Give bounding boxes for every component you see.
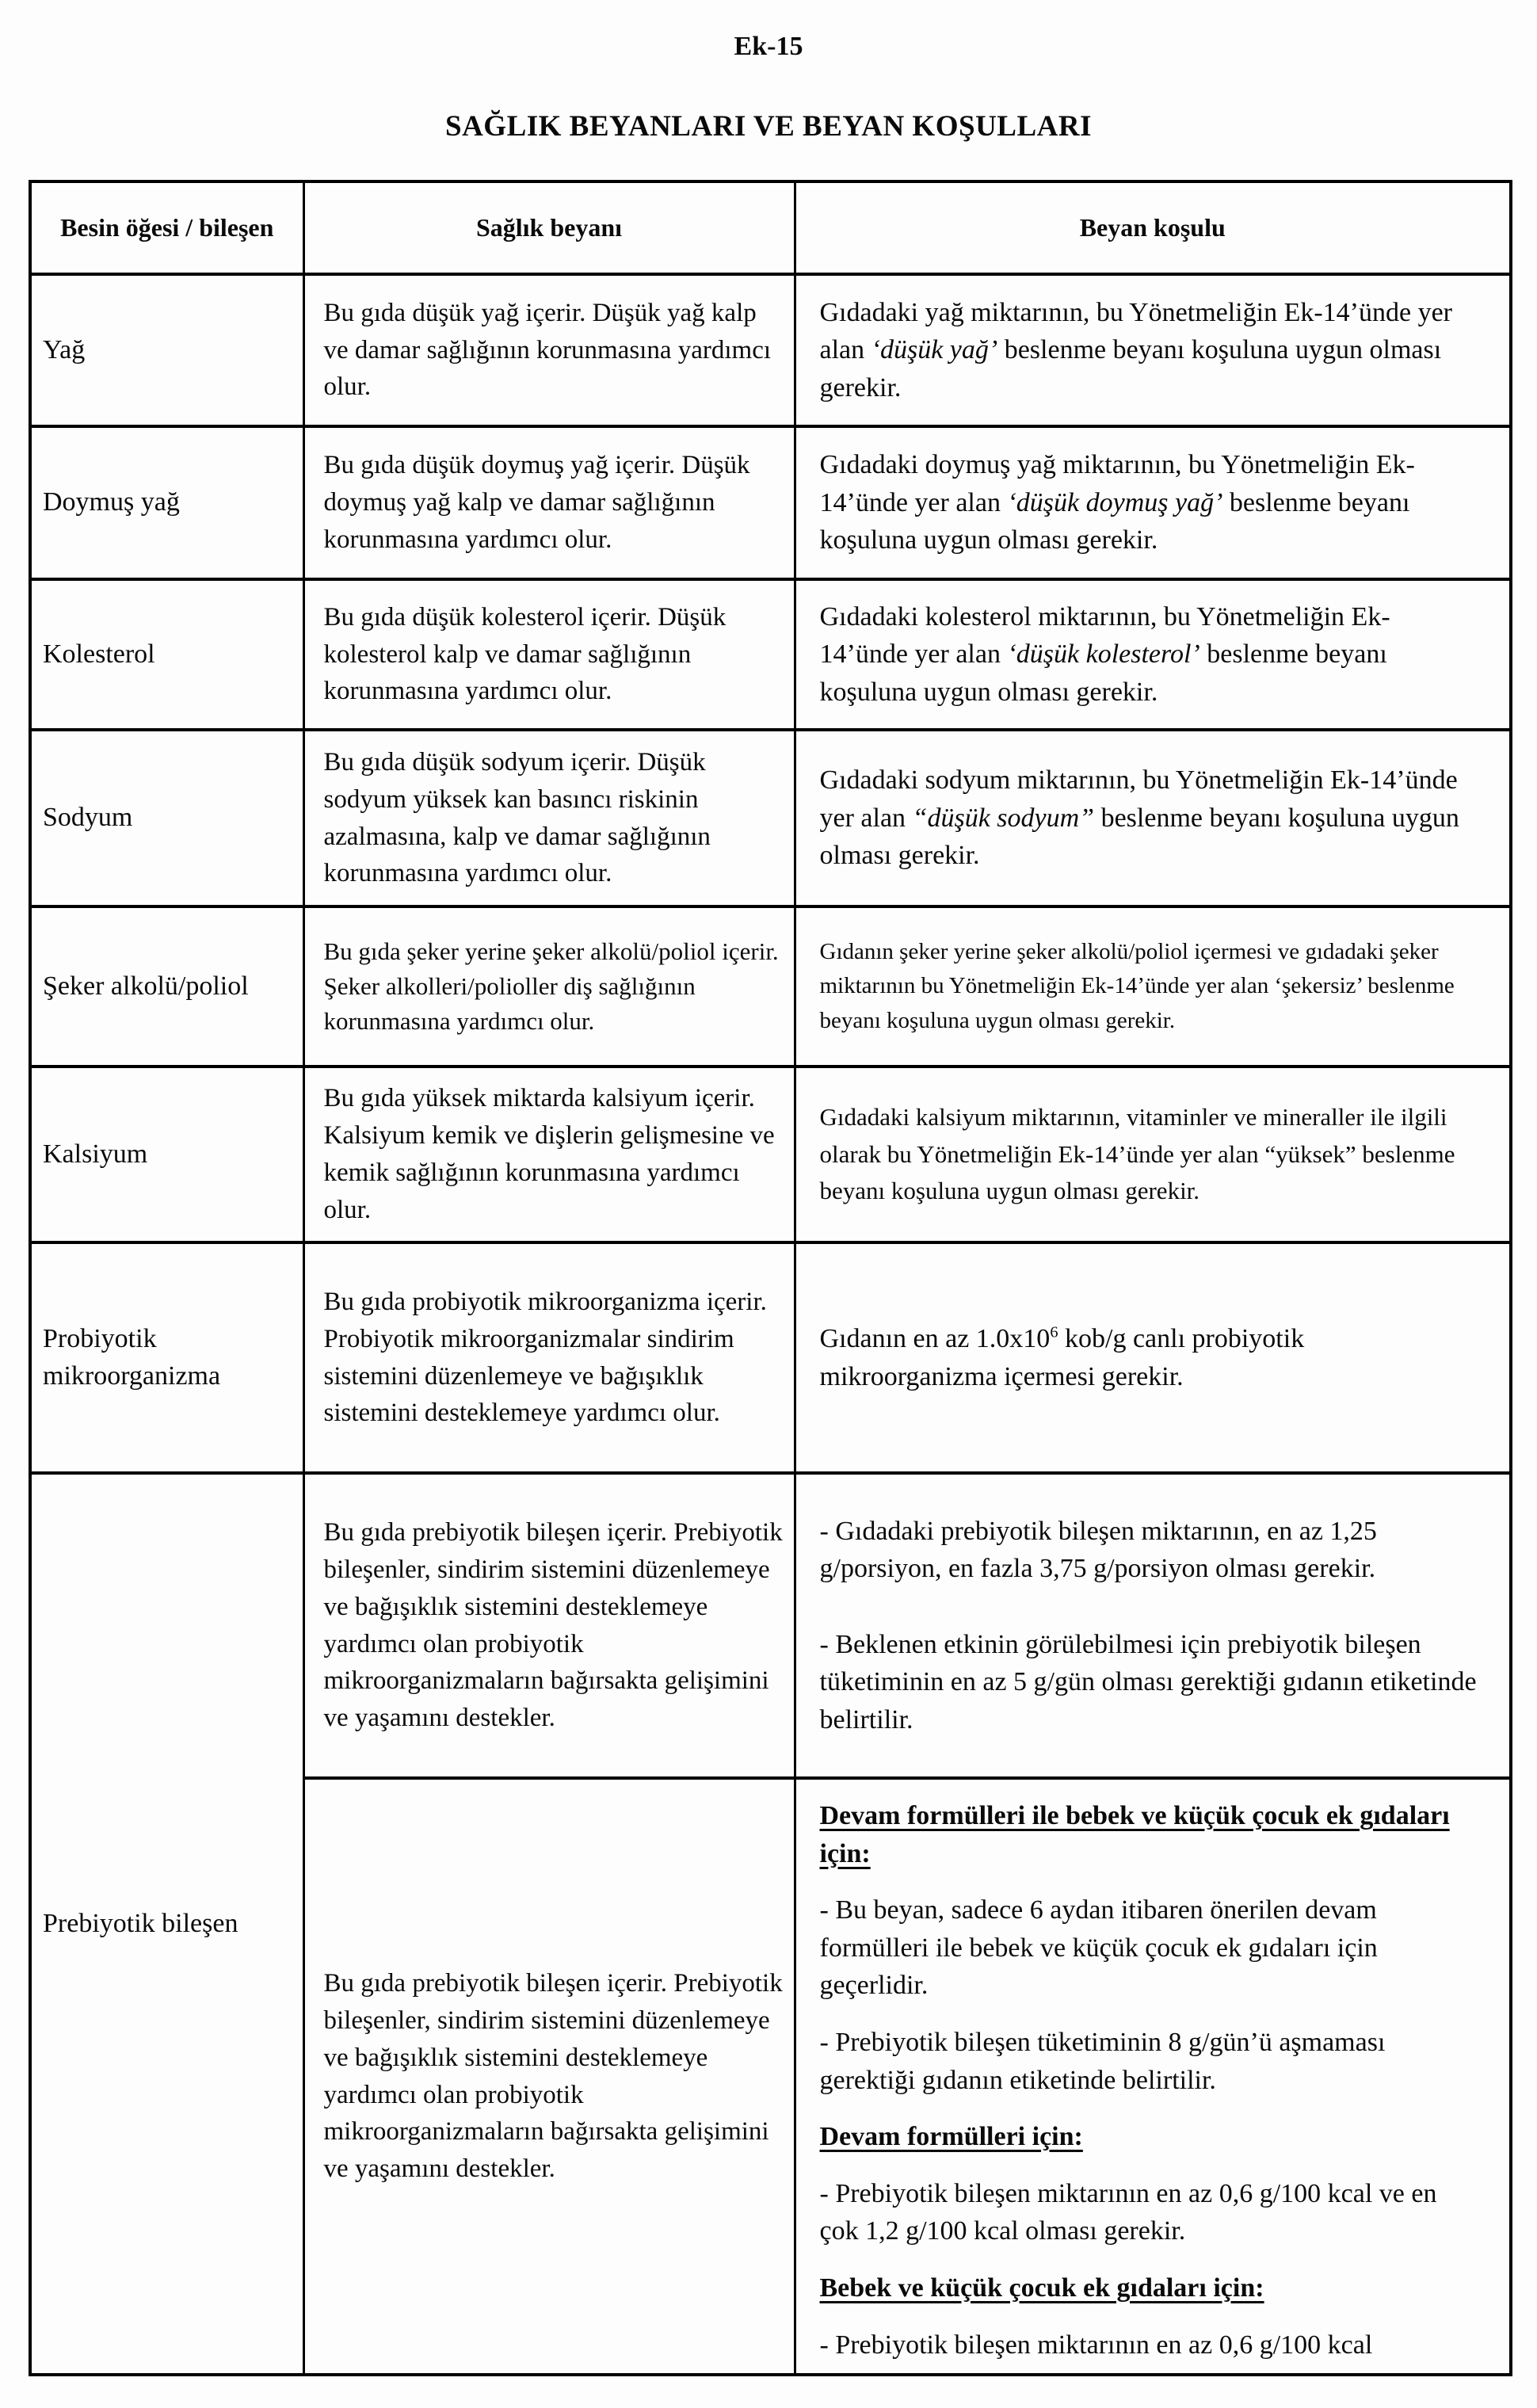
claim-text: Bu gıda düşük sodyum içerir. Düşük sodyum yüksek kan basıncı riskinin azalmasına, kalp ve damar sağlığının korunmasına yardımcı olur.	[323, 747, 711, 888]
column-header-nutrient: Besin öğesi / bileşen	[30, 181, 303, 274]
table-header-row	[30, 181, 1511, 274]
claim-condition-cell	[795, 1067, 1511, 1242]
health-claim-cell	[303, 426, 795, 579]
row-kolesterol	[30, 579, 1511, 730]
condition-text: Gıdadaki yağ miktarının, bu Yönetmeliğin Ek-14’ünde yer alan ‘düşük yağ’ beslenme beyanı koşuluna uygun olması gerekir.	[819, 297, 1452, 403]
nutrient-cell: Prebiyotik bileşen	[30, 1473, 303, 2375]
claim-text: Bu gıda prebiyotik bileşen içerir. Prebiyotik bileşenler, sindirim sistemini düzenlemeye ve bağışıklık sistemini desteklemeye yardımcı olan probiyotik mikroorganizmaların bağırsakta gelişimini ve yaşamını destekler.	[323, 1968, 783, 2184]
nutrient-cell: Yağ	[30, 274, 303, 426]
health-claim-cell	[303, 1473, 795, 1778]
claim-text: Bu gıda yüksek miktarda kalsiyum içerir. Kalsiyum kemik ve dişlerin gelişmesine ve kemik sağlığının korunmasına yardımcı olur.	[323, 1084, 775, 1224]
claim-text: Bu gıda şeker yerine şeker alkolü/poliol içerir. Şeker alkolleri/polioller diş sağlığının korunmasına yardımcı olur.	[323, 937, 779, 1035]
condition-text: Gıdadaki kolesterol miktarının, bu Yönetmeliğin Ek-14’ünde yer alan ‘düşük kolesterol’ beslenme beyanı koşuluna uygun olması gerekir.	[819, 601, 1390, 707]
claim-condition-cell	[795, 274, 1511, 426]
page-title: SAĞLIK BEYANLARI VE BEYAN KOŞULLARI	[445, 110, 1092, 143]
nutrient-cell: Sodyum	[30, 730, 303, 906]
row-yag	[30, 274, 1511, 426]
claim-condition-cell	[795, 1778, 1511, 2375]
health-claim-cell	[303, 1778, 795, 2375]
health-claim-cell	[303, 1242, 795, 1473]
condition-text: Devam formülleri ile bebek ve küçük çocuk ek gıdaları için: - Bu beyan, sadece 6 aydan itibaren önerilen devam formülleri ile bebek ve küçük çocuk ek gıdaları için geçerlidir. - Prebiyotik bileşen tüketiminin 8 g/gün’ü aşmaması gerektiği gıdanın etiketinde belirtilir. Devam formülleri için: - Prebiyotik bileşen miktarının en az 0,6 g/100 kcal ve en çok 1,2 g/100 kcal olması gerekir. Bebek ve küçük çocuk ek gıdaları için: - Prebiyotik bileşen miktarının en az 0,6 g/100 kcal	[819, 1801, 1450, 2360]
claim-condition-cell	[795, 730, 1511, 906]
nutrient-cell: Kolesterol	[30, 579, 303, 730]
column-header-claim-condition: Beyan koşulu	[795, 181, 1511, 274]
health-claim-cell	[303, 730, 795, 906]
claim-condition-cell	[795, 906, 1511, 1067]
health-claim-cell	[303, 274, 795, 426]
condition-text: Gıdadaki doymuş yağ miktarının, bu Yönetmeliğin Ek-14’ünde yer alan ‘düşük doymuş yağ’ beslenme beyanı koşuluna uygun olması gerekir.	[819, 450, 1415, 555]
claim-text: Bu gıda düşük yağ içerir. Düşük yağ kalp ve damar sağlığının korunmasına yardımcı olur.	[323, 298, 772, 402]
condition-text: Gıdanın en az $1.0x10^6$ kob/g canlı probiyotik mikroorganizma içermesi gerekir.	[819, 1323, 1305, 1391]
condition-text: Gıdadaki kalsiyum miktarının, vitaminler ve mineraller ile ilgili olarak bu Yönetmeliğin Ek-14’ünde yer alan “yüksek” beslenme beyanı koşuluna uygun olması gerekir.	[819, 1103, 1455, 1205]
claim-condition-cell	[795, 1473, 1511, 1778]
claim-condition-cell	[795, 579, 1511, 730]
row-seker-alkolu-poliol	[30, 906, 1511, 1067]
claim-text: Bu gıda prebiyotik bileşen içerir. Prebiyotik bileşenler, sindirim sistemini düzenlemeye ve bağışıklık sistemini desteklemeye yardımcı olan probiyotik mikroorganizmaların bağırsakta gelişimini ve yaşamını destekler.	[323, 1517, 783, 1733]
health-claim-cell	[303, 579, 795, 730]
condition-text: - Gıdadaki prebiyotik bileşen miktarının, en az 1,25 g/porsiyon, en fazla 3,75 g/porsiyon olması gerekir. - Beklenen etkinin görülebilmesi için prebiyotik bileşen tüketiminin en az 5 g/gün olması gerektiği gıdanın etiketinde belirtilir.	[819, 1516, 1477, 1734]
nutrient-cell: Kalsiyum	[30, 1067, 303, 1242]
claim-text: Bu gıda probiyotik mikroorganizma içerir. Probiyotik mikroorganizmalar sindirim sistemini düzenlemeye ve bağışıklık sistemini desteklemeye yardımcı olur.	[323, 1287, 767, 1428]
health-claims-table	[29, 180, 1512, 2376]
row-probiyotik-mikroorganizma	[30, 1242, 1511, 1473]
row-doymus-yag	[30, 426, 1511, 579]
annex-label: Ek-15	[734, 32, 803, 61]
row-sodyum	[30, 730, 1511, 906]
condition-text: Gıdadaki sodyum miktarının, bu Yönetmeliğin Ek-14’ünde yer alan “düşük sodyum” beslenme beyanı koşuluna uygun olması gerekir.	[819, 765, 1459, 871]
condition-text: Gıdanın şeker yerine şeker alkolü/poliol içermesi ve gıdadaki şeker miktarının bu Yönetmeliğin Ek-14’ünde yer alan ‘şekersiz’ beslenme beyanı koşuluna uygun olması gerekir.	[819, 938, 1455, 1033]
health-claim-cell	[303, 906, 795, 1067]
row-kalsiyum	[30, 1067, 1511, 1242]
claim-text: Bu gıda düşük kolesterol içerir. Düşük kolesterol kalp ve damar sağlığının korunmasına yardımcı olur.	[323, 602, 727, 706]
claim-text: Bu gıda düşük doymuş yağ içerir. Düşük doymuş yağ kalp ve damar sağlığının korunmasına yardımcı olur.	[323, 451, 750, 554]
claim-condition-cell	[795, 426, 1511, 579]
row-prebiyotik-bilesen-1	[30, 1473, 1511, 1778]
health-claim-cell	[303, 1067, 795, 1242]
nutrient-cell: Probiyotik mikroorganizma	[30, 1242, 303, 1473]
nutrient-cell: Şeker alkolü/poliol	[30, 906, 303, 1067]
column-header-health-claim: Sağlık beyanı	[303, 181, 795, 274]
nutrient-cell: Doymuş yağ	[30, 426, 303, 579]
claim-condition-cell	[795, 1242, 1511, 1473]
